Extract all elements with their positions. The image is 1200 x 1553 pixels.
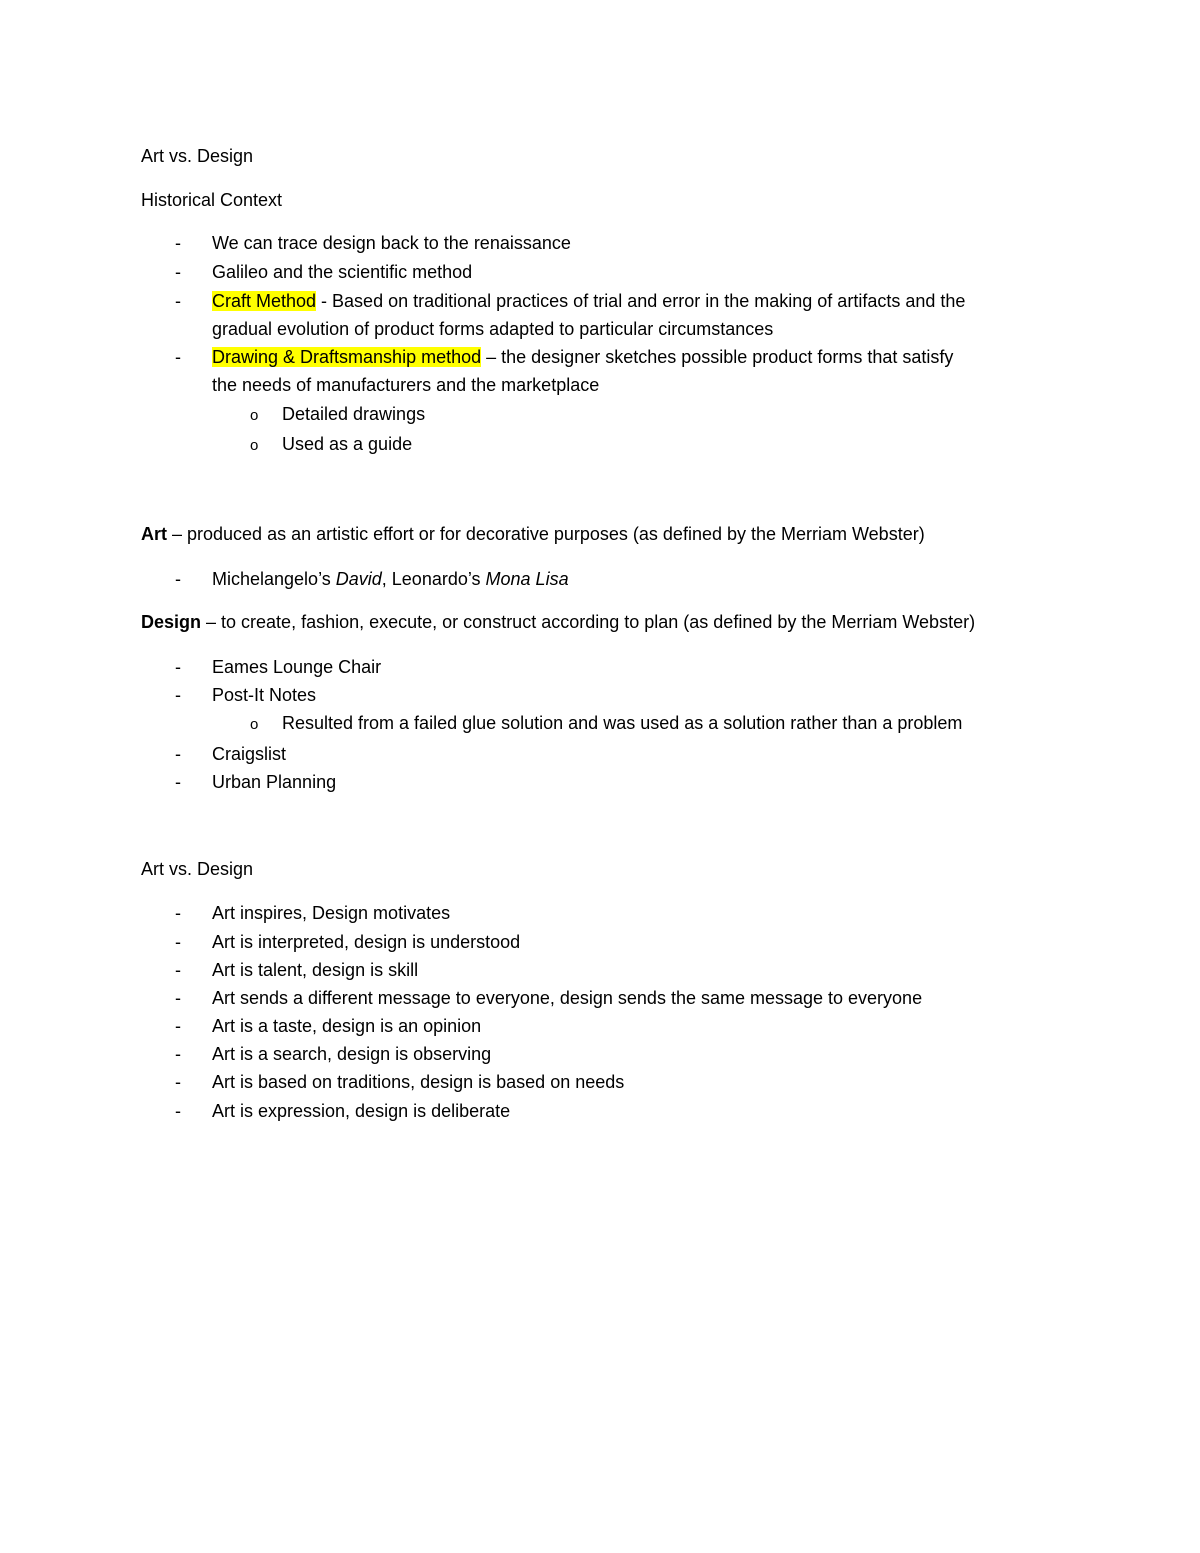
bullet-marker: - <box>175 1044 181 1064</box>
list-item: Craigslist <box>212 744 287 764</box>
list-item: Galileo and the scientific method <box>212 262 473 282</box>
list-item: Art is talent, design is skill <box>212 960 419 980</box>
bullet-marker: - <box>175 988 181 1008</box>
list-item: We can trace design back to the renaissance <box>212 233 571 253</box>
bullet-marker: - <box>175 233 181 253</box>
bullet-marker: - <box>175 291 181 311</box>
list-item: Eames Lounge Chair <box>212 657 382 677</box>
list-item: Art sends a different message to everyone, design sends the same message to everyone <box>212 988 923 1008</box>
design-term: Design <box>141 612 202 632</box>
section-title: Art vs. Design <box>141 146 254 166</box>
sub-list-item: Detailed drawings <box>282 404 426 424</box>
list-item-continuation: the needs of manufacturers and the marketplace <box>212 375 600 395</box>
section-title: Art vs. Design <box>141 859 254 879</box>
list-item: Art inspires, Design motivates <box>212 903 451 923</box>
list-item: Art is interpreted, design is understood <box>212 932 521 952</box>
item-text: , Leonardo’s <box>381 569 486 589</box>
bullet-marker: - <box>175 262 181 282</box>
bullet-marker: - <box>175 903 181 923</box>
bullet-marker: - <box>175 569 181 589</box>
bullet-marker: - <box>175 1101 181 1121</box>
item-text: - Based on traditional practices of trial and error in the making of artifacts and the <box>316 291 966 311</box>
list-item: Post-It Notes <box>212 685 317 705</box>
sub-list-item: Resulted from a failed glue solution and was used as a solution rather than a problem <box>282 713 963 733</box>
list-item <box>212 343 953 371</box>
bullet-marker: - <box>175 932 181 952</box>
artwork-title: Mona Lisa <box>485 569 569 589</box>
bullet-marker: - <box>175 685 181 705</box>
item-text: Michelangelo’s <box>212 569 336 589</box>
highlighted-term: Craft Method <box>212 291 317 311</box>
list-item: Art is a taste, design is an opinion <box>212 1016 482 1036</box>
artwork-title: David <box>335 569 382 589</box>
bullet-marker: - <box>175 657 181 677</box>
list-item: Art is based on traditions, design is based on needs <box>212 1072 625 1092</box>
highlighted-term: Drawing & Draftsmanship method <box>212 347 482 367</box>
bullet-marker: - <box>175 1016 181 1036</box>
sub-list-item: Used as a guide <box>282 434 413 454</box>
item-text: – the designer sketches possible product forms that satisfy <box>481 347 954 367</box>
sub-bullet-marker: o <box>250 716 259 733</box>
list-item: Art is expression, design is deliberate <box>212 1101 511 1121</box>
bullet-marker: - <box>175 347 181 367</box>
list-item: Urban Planning <box>212 772 337 792</box>
section-subtitle: Historical Context <box>141 190 283 210</box>
bullet-marker: - <box>175 960 181 980</box>
design-definition-text: – to create, fashion, execute, or construct according to plan (as defined by the Merriam Webster) <box>201 612 976 632</box>
sub-bullet-marker: o <box>250 407 259 424</box>
art-term: Art <box>141 524 167 544</box>
art-definition-text: – produced as an artistic effort or for decorative purposes (as defined by the Merriam Webster) <box>167 524 925 544</box>
bullet-marker: - <box>175 772 181 792</box>
list-item <box>212 565 569 593</box>
bullet-marker: - <box>175 1072 181 1092</box>
list-item: Art is a search, design is observing <box>212 1044 492 1064</box>
list-item-continuation: gradual evolution of product forms adapted to particular circumstances <box>212 319 774 339</box>
list-item <box>212 287 965 315</box>
bullet-marker: - <box>175 744 181 764</box>
sub-bullet-marker: o <box>250 437 259 454</box>
design-definition <box>141 610 975 634</box>
art-definition <box>141 522 925 546</box>
